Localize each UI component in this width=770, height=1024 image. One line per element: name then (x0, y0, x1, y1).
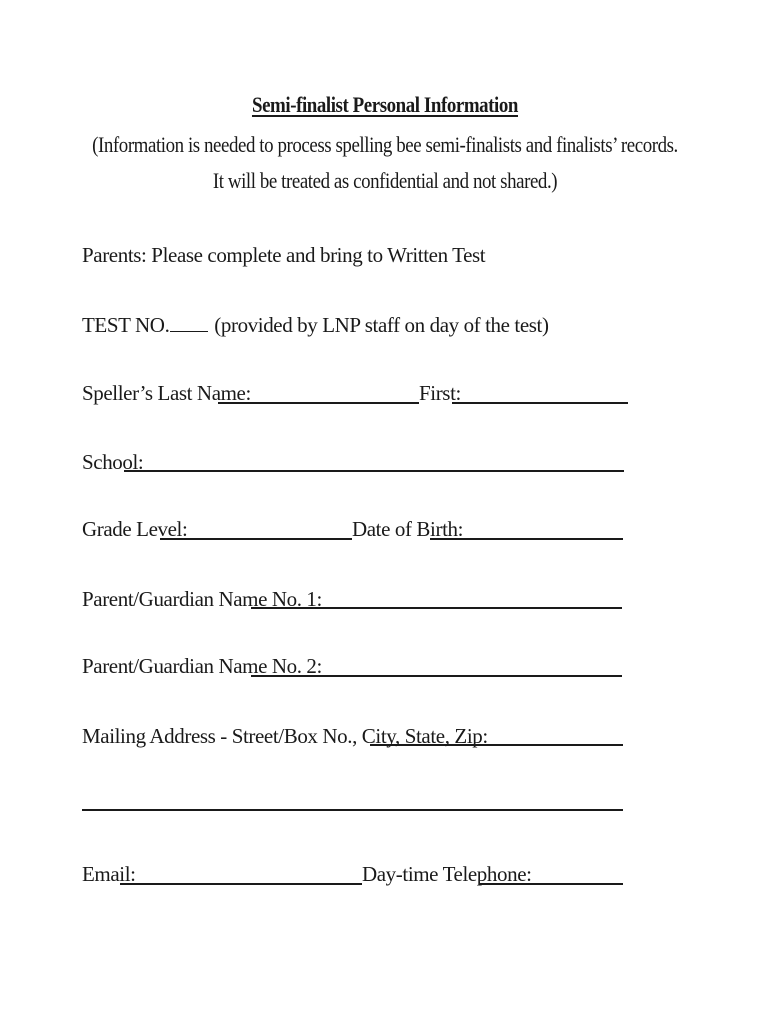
daytime-phone-field[interactable] (480, 883, 623, 885)
form-subtitle-line-1: (Information is needed to process spelling bee semi-finalists and finalists’ records. (92, 132, 678, 157)
guardian-1-label: Parent/Guardian Name No. 1: (82, 587, 322, 611)
first-name-field[interactable] (452, 402, 628, 404)
guardian-2-field[interactable] (251, 675, 622, 677)
test-number-label: TEST NO. (82, 313, 170, 337)
last-name-field[interactable] (218, 402, 419, 404)
email-field[interactable] (120, 883, 362, 885)
mailing-address-field-line-2[interactable] (82, 809, 623, 811)
school-label: School: (82, 450, 144, 474)
date-of-birth-field[interactable] (430, 538, 623, 540)
guardian-2-label: Parent/Guardian Name No. 2: (82, 654, 322, 678)
grade-level-label: Grade Level: (82, 517, 188, 541)
test-number-blank[interactable] (170, 331, 208, 332)
mailing-address-field-line-1[interactable] (370, 744, 623, 746)
instructions-text: Parents: Please complete and bring to Written Test (82, 243, 486, 267)
first-name-label: First: (419, 381, 461, 405)
form-title: Semi-finalist Personal Information (251, 92, 519, 117)
email-label: Email: (82, 862, 136, 886)
grade-level-field[interactable] (160, 538, 352, 540)
daytime-phone-label: Day-time Telephone: (362, 862, 532, 886)
mailing-address-label: Mailing Address - Street/Box No., City, State, Zip: (82, 724, 488, 748)
school-field[interactable] (124, 470, 624, 472)
guardian-1-field[interactable] (251, 607, 622, 609)
test-number-note: (provided by LNP staff on day of the test) (214, 313, 549, 337)
last-name-label: Speller’s Last Name: (82, 381, 251, 405)
test-number-row (82, 313, 549, 338)
date-of-birth-label: Date of Birth: (352, 517, 464, 541)
form-subtitle-line-2: It will be treated as confidential and not shared.) (212, 168, 558, 193)
